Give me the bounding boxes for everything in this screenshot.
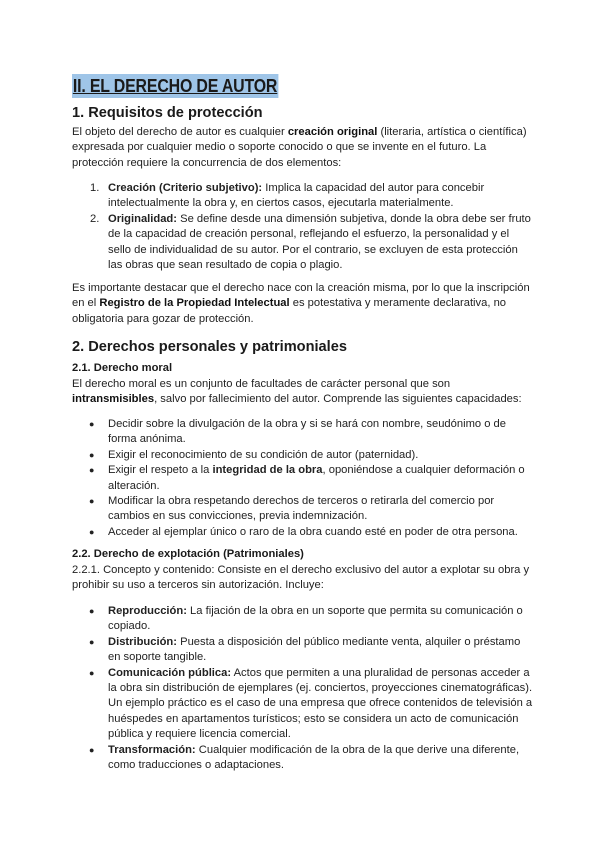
text-run: Puesta a disposición del público mediante venta, alquiler o préstamo en soporte tangible. <box>108 635 521 664</box>
bold-run: Transformación: <box>108 743 196 756</box>
text-run: es potestativa y meramente declarativa, no obligatoria para gozar de protección. <box>72 297 507 325</box>
text-run: (literaria, artística o científica) expresada por cualquier medio o soporte conocido o que se invente en el futuro. La protección requiere la concurrencia de dos elementos: <box>72 126 527 169</box>
list-item <box>72 212 534 274</box>
list-item <box>72 666 534 743</box>
list-item <box>72 417 534 448</box>
bullet-icon: ● <box>89 744 95 755</box>
subsection-heading-moral: 2.1. Derecho moral <box>72 362 173 374</box>
text-run: Cualquier modificación de la obra de la que derive una diferente, como traducciones o adaptaciones. <box>108 743 520 772</box>
bullet-icon: ● <box>89 419 95 429</box>
bullet-list-explotacion <box>72 604 534 773</box>
subsection-heading-explotacion: 2.2. Derecho de explotación (Patrimoniales) <box>72 548 304 560</box>
list-item <box>72 525 534 540</box>
list-item <box>72 448 534 463</box>
document-title: II. EL DERECHO DE AUTOR <box>72 75 278 96</box>
bullet-icon: ● <box>89 449 95 460</box>
bold-run: Originalidad: <box>108 212 177 225</box>
bold-run: intransmisibles <box>72 393 155 406</box>
text-run: El derecho moral es un conjunto de facultades de carácter personal que son <box>72 378 451 390</box>
text-run: Implica la capacidad del autor para concebir intelectualmente la obra y, en ciertos casos, ejecutarla materialmente. <box>108 182 485 210</box>
text-run: Acceder al ejemplar único o raro de la obra cuando esté en poder de otra persona. <box>108 525 518 538</box>
list-item <box>72 494 534 525</box>
bullet-icon: ● <box>89 636 95 647</box>
text-run: , salvo por fallecimiento del autor. Comprende las siguientes capacidades: <box>154 393 522 406</box>
paragraph-explotacion-intro: 2.2.1. Concepto y contenido: Consiste en el derecho exclusivo del autor a explotar su obra y prohibir su uso a terceros sin autorización. Incluye: <box>72 564 530 592</box>
bullet-icon: ● <box>89 496 95 507</box>
text-run: Decidir sobre la divulgación de la obra y si se hará con nombre, seudónimo o de forma anónima. <box>108 418 507 446</box>
list-number: 1. <box>90 182 100 194</box>
paragraph-intro <box>72 125 534 171</box>
list-item <box>72 743 534 774</box>
text-run: Es importante destacar que el derecho nace con la creación misma, por lo que la inscripción en el <box>72 282 530 310</box>
paragraph-moral-intro <box>72 377 534 408</box>
bold-run: Registro de la Propiedad Intelectual <box>99 297 290 310</box>
numbered-list-requisitos <box>72 181 534 273</box>
text-run: La fijación de la obra en un soporte que permita su comunicación o copiado. <box>108 605 523 633</box>
list-item <box>72 635 534 666</box>
text-run: Exigir el respeto a la <box>108 464 213 477</box>
bullet-icon: ● <box>89 465 95 476</box>
text-run: Actos que permiten a una pluralidad de personas acceder a la obra sin distribución de ejemplares (ej. conciertos, proyecciones cinematográficas). Un ejemplo práctico es el caso de una empresa que ofrece contenidos de televisión a huéspedes en apartamentos turísticos; esto se considera un acto de comunicación pública y requiere licencia comercial. <box>108 666 533 741</box>
list-item <box>72 181 534 212</box>
bullet-icon: ● <box>89 606 95 616</box>
bold-run: integridad de la obra <box>212 464 323 477</box>
bullet-list-moral <box>72 417 534 540</box>
bold-run: creación original <box>287 126 378 138</box>
bold-run: Reproducción: <box>108 605 187 617</box>
bold-run: Distribución: <box>108 635 177 648</box>
text-run: Exigir el reconocimiento de su condición de autor (paternidad). <box>108 448 419 461</box>
text-run: , oponiéndose a cualquier deformación o alteración. <box>108 464 525 492</box>
text-run: Se define desde una dimensión subjetiva, donde la obra debe ser fruto de la capacidad de creación personal, reflejando el esfuerzo, la personalidad y el sello de individualidad de su autor. Por el contrario, se excluyen de esta protección las obras que sean resultado de copia o plagio. <box>108 212 531 272</box>
list-item <box>72 604 534 635</box>
bullet-icon: ● <box>89 526 95 537</box>
list-number: 2. <box>90 212 100 225</box>
text-run: El objeto del derecho de autor es cualquier <box>72 126 288 138</box>
paragraph-registro <box>72 281 534 327</box>
bold-run: Comunicación pública: <box>108 666 232 679</box>
bold-run: Creación (Criterio subjetivo): <box>108 182 263 194</box>
section-heading-requisitos: 1. Requisitos de protección <box>72 105 263 121</box>
bullet-icon: ● <box>89 667 95 678</box>
list-item <box>72 463 534 494</box>
section-heading-derechos: 2. Derechos personales y patrimoniales <box>72 339 347 355</box>
text-run: Modificar la obra respetando derechos de terceros o retirarla del comercio por cambios en sus convicciones, previa indemnización. <box>108 495 495 523</box>
